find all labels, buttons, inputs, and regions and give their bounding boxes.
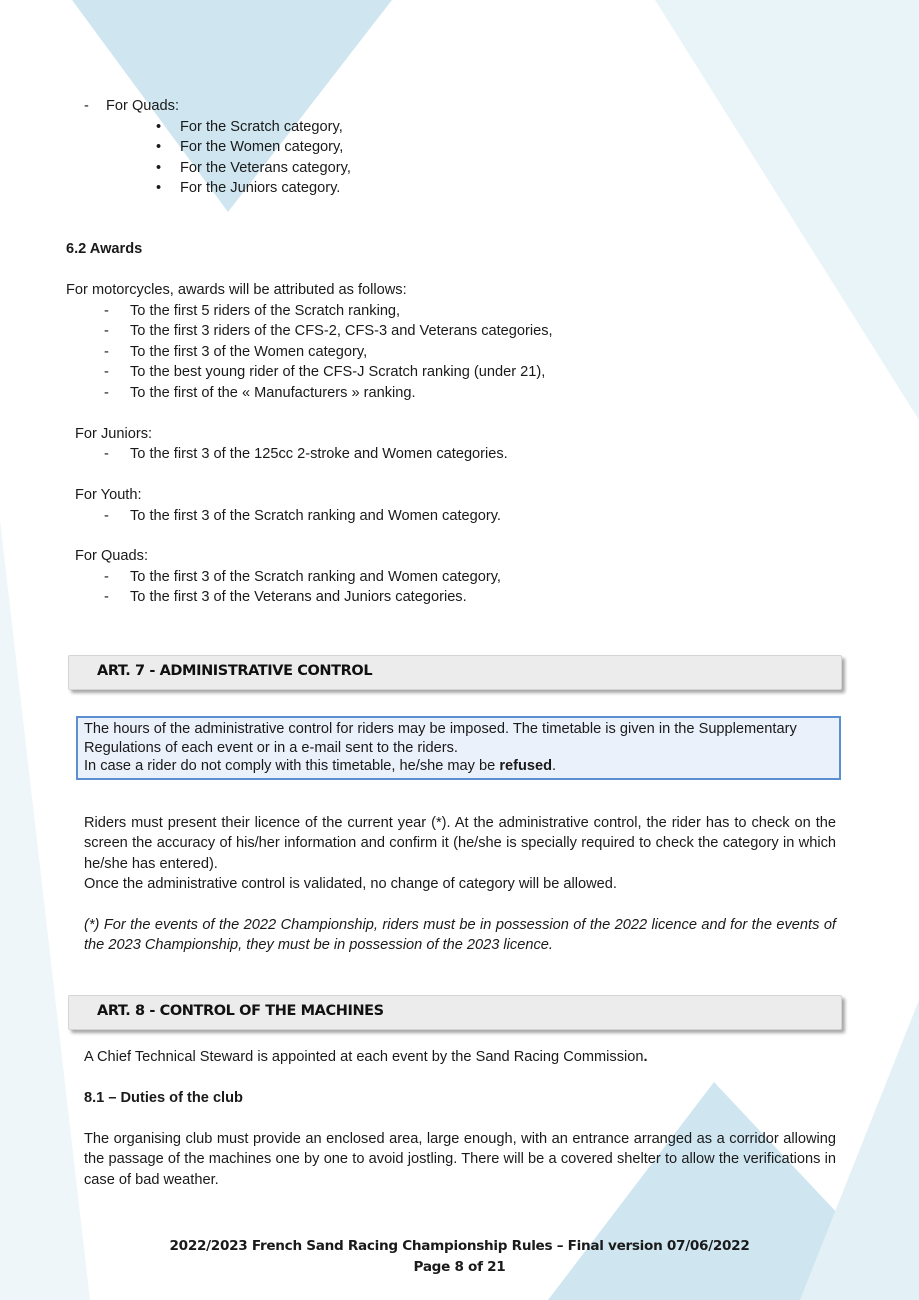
dash: - (104, 507, 109, 524)
art8-paragraph: The organising club must provide an enclosed area, large enough, with an entrance arranged as a corridor allowing the passage of the machines one by one to avoid jostling. There will be a covered shelter to allow the verifications in case of bad weather. (84, 1131, 836, 1188)
art7-title: ART. 7 - ADMINISTRATIVE CONTROL (97, 663, 373, 679)
dash: - (104, 343, 109, 360)
art8-title: ART. 8 - CONTROL OF THE MACHINES (97, 1003, 384, 1019)
dash: - (104, 446, 109, 462)
info-box-line (84, 757, 835, 776)
list-item: To the first 3 of the Scratch ranking and Women category. (130, 507, 501, 524)
info-box-text: In case a rider do not comply with this timetable, he/she may be (84, 758, 500, 775)
dash: - (104, 589, 109, 605)
list-item: To the first 3 of the 125cc 2-stroke and Women categories. (130, 446, 508, 462)
dash: - (104, 568, 109, 585)
quads-awards-heading: For Quads: (75, 548, 148, 564)
bullet: • (156, 159, 162, 176)
info-box-line: The hours of the administrative control for riders may be imposed. The timetable is given in the Supplementary (84, 721, 797, 737)
dash: - (104, 384, 109, 401)
list-item: For the Women category, (180, 139, 344, 155)
list-item: To the first 3 of the Veterans and Juniors categories. (130, 589, 467, 605)
art7-licence-note: (*) For the events of the 2022 Championship, riders must be in possession of the 2022 licence and for the events of the 2023 Championship, they must be in possession of the 2023 licence. (84, 917, 836, 954)
footer-title: 2022/2023 French Sand Racing Championship Rules – Final version 07/06/2022 (169, 1238, 750, 1254)
juniors-heading: For Juniors: (75, 425, 153, 442)
list-item: To the first 3 of the Scratch ranking and Women category, (130, 568, 501, 585)
awards-heading: 6.2 Awards (66, 241, 143, 257)
art7-section-bar (68, 655, 842, 690)
awards-intro: For motorcycles, awards will be attributed as follows: (66, 282, 407, 298)
art8-text: A Chief Technical Steward is appointed at each event by the Sand Racing Commission (84, 1049, 644, 1065)
dash: - (104, 302, 109, 319)
art8-subheading: 8.1 – Duties of the club (84, 1090, 243, 1106)
art8-paragraph (84, 1047, 648, 1067)
list-item: To the first 5 riders of the Scratch ranking, (130, 302, 401, 319)
list-item: For the Juniors category. (180, 180, 341, 196)
art8-text-end: . (643, 1049, 648, 1065)
refused-emphasis: refused (499, 758, 553, 775)
list-item: To the first 3 riders of the CFS-2, CFS-3 and Veterans categories, (130, 323, 553, 339)
bullet: • (156, 180, 162, 196)
list-item: To the best young rider of the CFS-J Scratch ranking (under 21), (130, 364, 546, 380)
dash: - (104, 323, 109, 339)
dash: - (104, 364, 109, 380)
art7-info-box (76, 716, 841, 780)
art7-paragraph: Riders must present their licence of the current year (*). At the administrative control, the rider has to check on the screen the accuracy of his/her information and confirm it (he/she is specially required to check the category in which he/she has entered). (84, 815, 836, 872)
youth-heading: For Youth: (75, 487, 142, 503)
bullet: • (156, 118, 162, 135)
list-item: To the first of the « Manufacturers » ranking. (130, 384, 416, 401)
quads-categories-heading: For Quads: (106, 98, 179, 114)
list-item: For the Scratch category, (180, 118, 343, 135)
art8-section-bar (68, 995, 842, 1030)
bullet: • (156, 139, 162, 155)
page-number: Page 8 of 21 (413, 1259, 506, 1275)
art7-paragraph: Once the administrative control is validated, no change of category will be allowed. (84, 876, 617, 892)
info-box-text: . (552, 758, 557, 775)
quads-dash: - (84, 98, 89, 114)
list-item: For the Veterans category, (180, 159, 351, 176)
list-item: To the first 3 of the Women category, (130, 343, 368, 360)
info-box-line: Regulations of each event or in a e-mail sent to the riders. (84, 739, 458, 756)
